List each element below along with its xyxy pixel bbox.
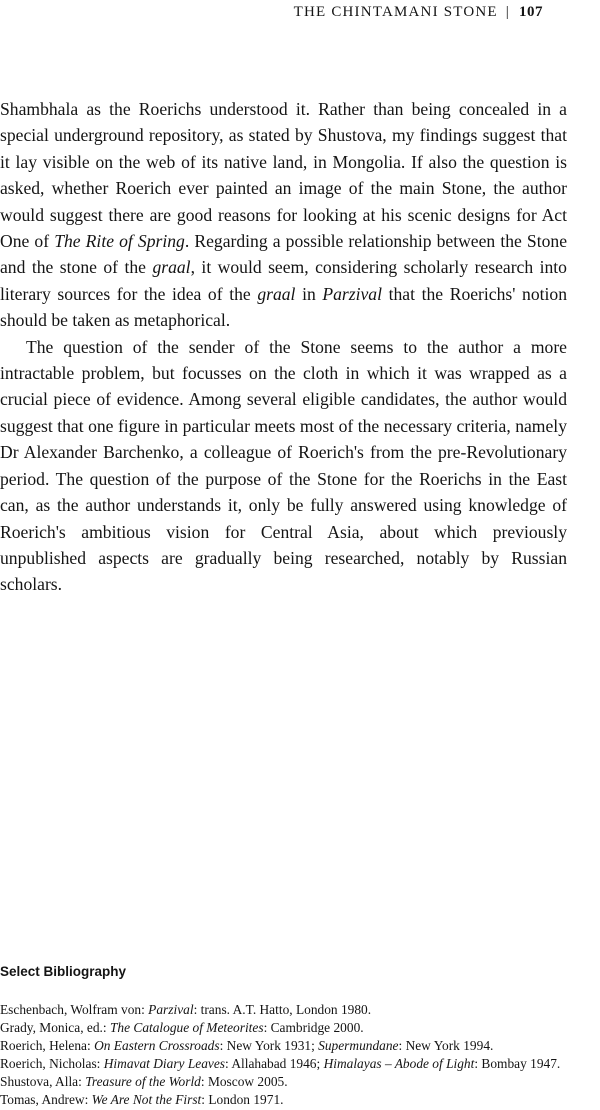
bibliography-entry: Grady, Monica, ed.: The Catalogue of Meteorites: Cambridge 2000. bbox=[0, 1020, 364, 1035]
body-text bbox=[0, 96, 567, 598]
running-head bbox=[294, 4, 543, 21]
bibliography-entry: Roerich, Nicholas: Himavat Diary Leaves: Allahabad 1946; Himalayas – Abode of Light: Bombay 1947. bbox=[0, 1056, 561, 1071]
bibliography-list bbox=[0, 1001, 560, 1109]
paragraph-1: Shambhala as the Roerichs understood it. Rather than being concealed in a special underground repository, as stated by Shustova, my findings suggest that it lay visible on the web of its native land, in Mongolia. If also the question is asked, whether Roerich ever painted an image of the main Stone, the author would suggest there are good reasons for looking at his scenic designs for Act One of The Rite of Spring. Regarding a possible relationship between the Stone and the stone of the graal, it would seem, considering scholarly research into literary sources for the idea of the graal in Parzival that the Roerichs' notion should be taken as metaphorical. bbox=[0, 99, 568, 331]
bibliography-entry: Tomas, Andrew: We Are Not the First: London 1971. bbox=[0, 1092, 284, 1107]
paragraph-2: The question of the sender of the Stone seems to the author a more intractable problem, but focusses on the cloth in which it was wrapped as a crucial piece of evidence. Among several eligible candidates, the author would suggest that one figure in particular meets most of the necessary criteria, namely Dr Alexander Barchenko, a colleague of Roerich's from the pre-Revolutionary period. The question of the purpose of the Stone for the Roerichs in the East can, as the author understands it, only be fully answered using knowledge of Roerich's ambitious vision for Central Asia, about which previously unpublished aspects are gradually being researched, notably by Russian scholars. bbox=[0, 336, 567, 595]
bibliography-entry: Shustova, Alla: Treasure of the World: Moscow 2005. bbox=[0, 1074, 288, 1089]
bibliography-entry: Eschenbach, Wolfram von: Parzival: trans. A.T. Hatto, London 1980. bbox=[0, 1002, 372, 1017]
bibliography-heading: Select Bibliography bbox=[0, 964, 127, 979]
page-number: 107 bbox=[519, 4, 543, 20]
bibliography-entry: Roerich, Helena: On Eastern Crossroads: New York 1931; Supermundane: New York 1994. bbox=[0, 1038, 494, 1053]
running-title: THE CHINTAMANI STONE bbox=[293, 4, 498, 20]
header-separator: | bbox=[505, 4, 510, 20]
